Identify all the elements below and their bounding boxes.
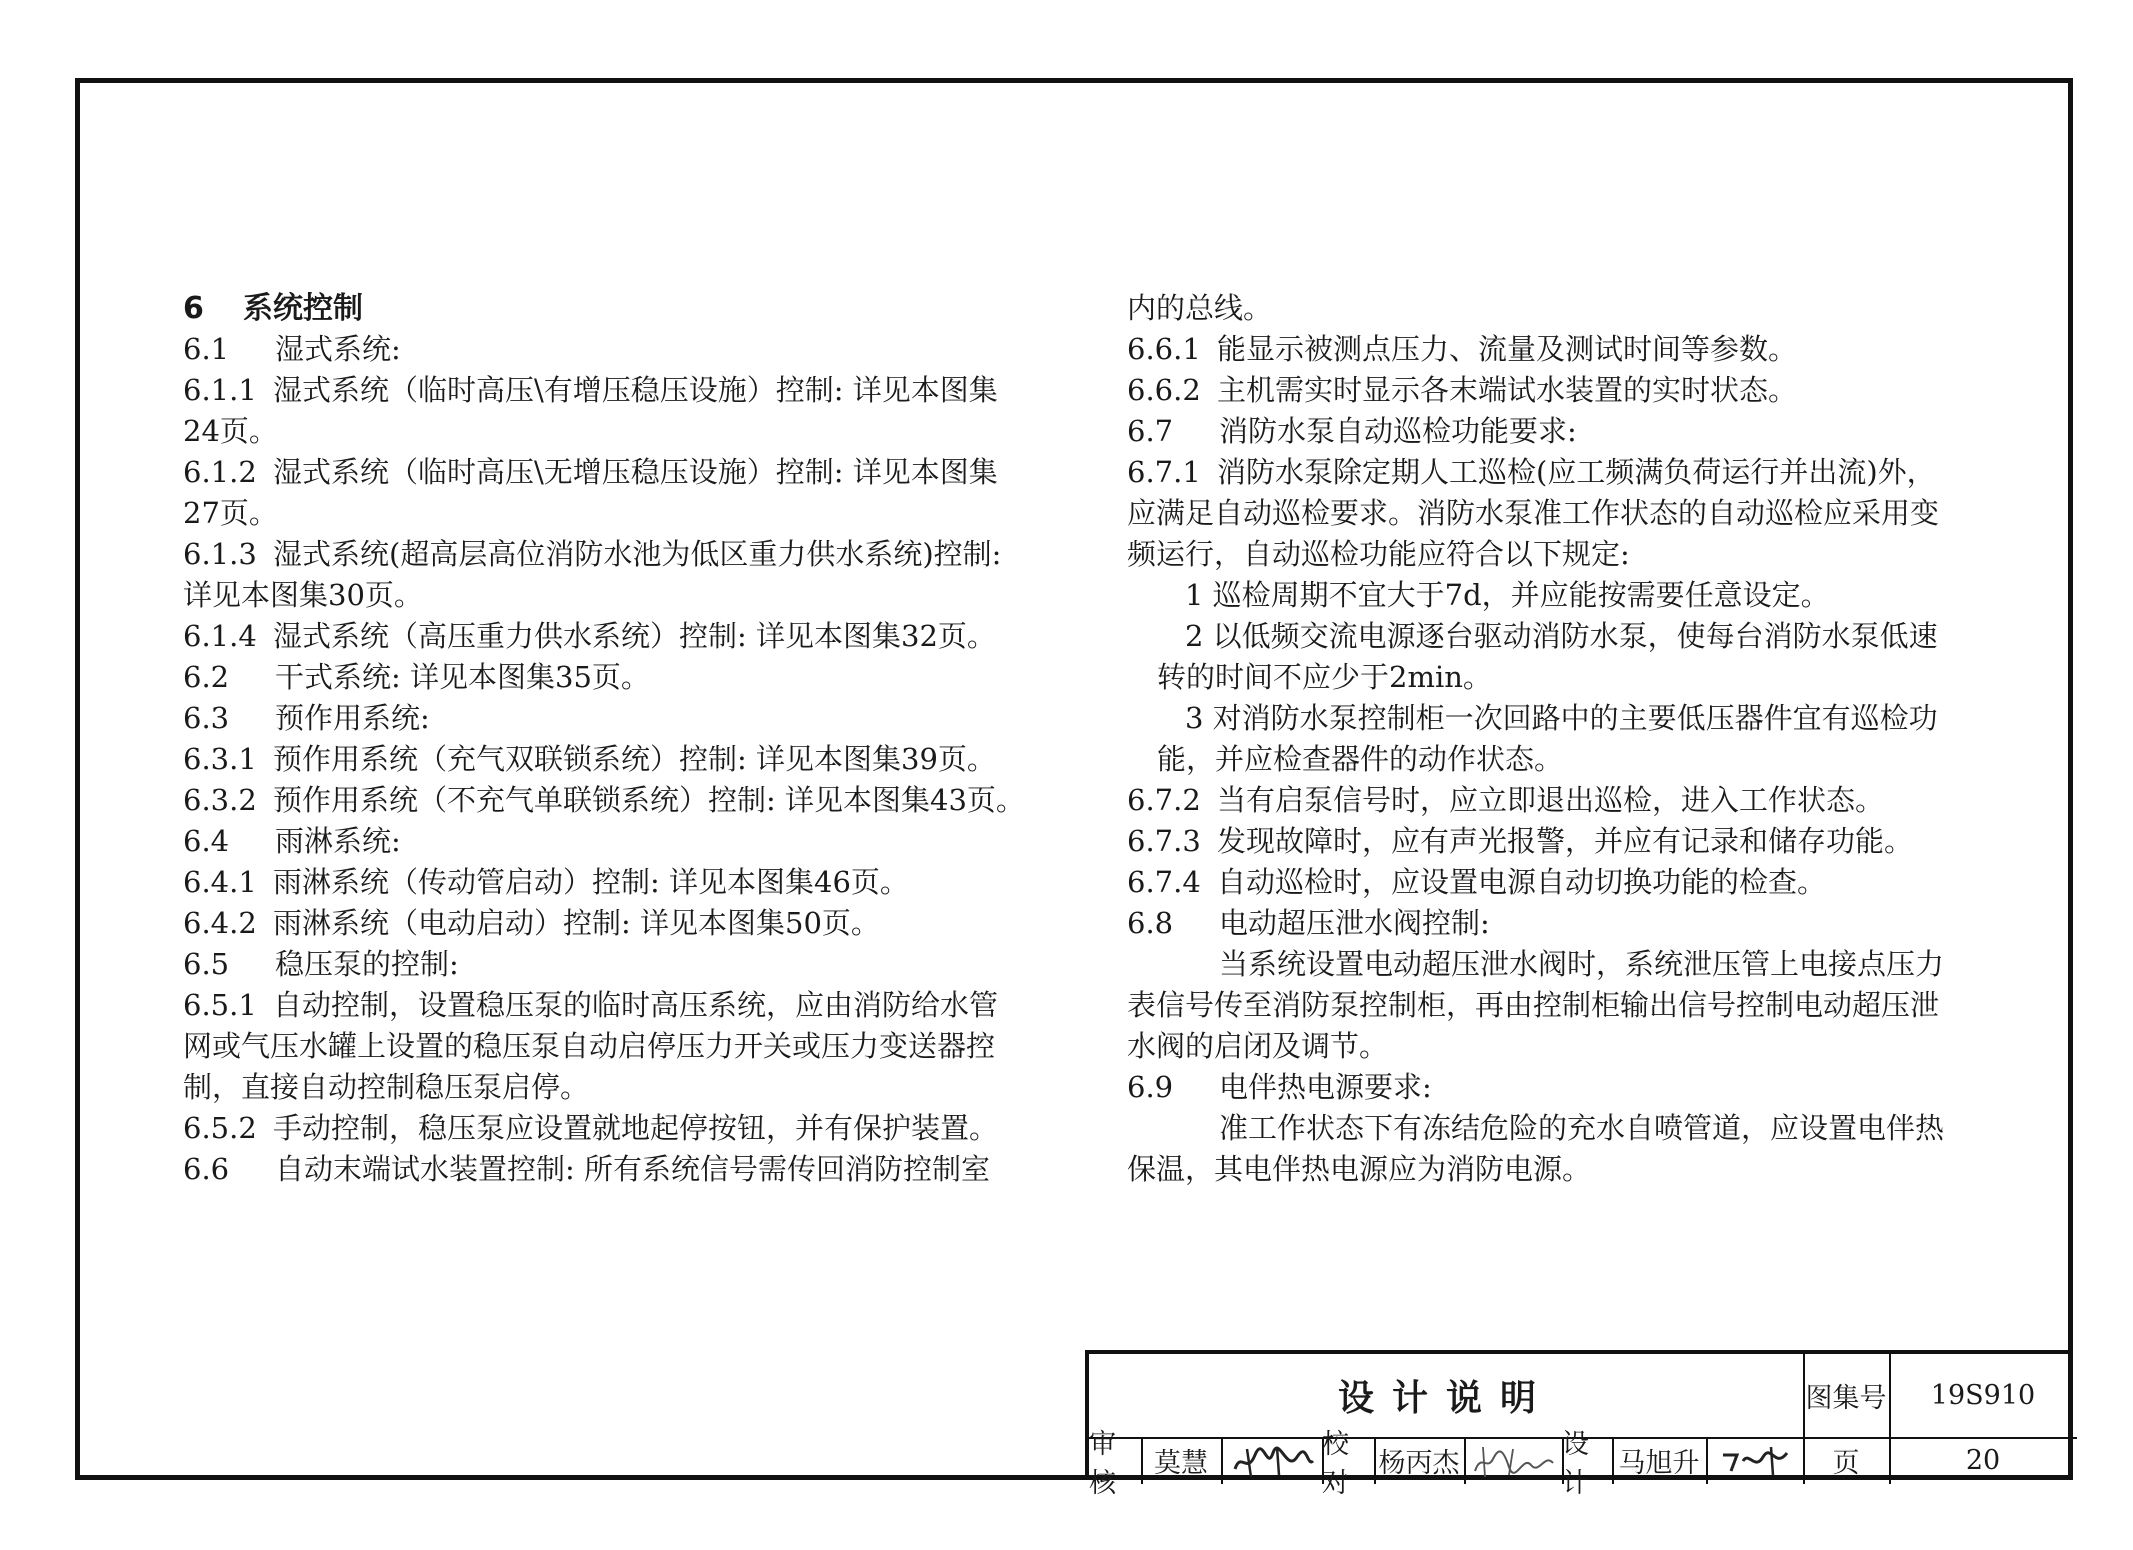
clause-text: 自动末端试水装置控制: 所有系统信号需传回消防控制室 bbox=[275, 1152, 990, 1186]
checker-name: 杨丙杰 bbox=[1378, 1448, 1460, 1479]
clause-text: 详见本图集30页。 bbox=[183, 578, 423, 612]
right-lines bbox=[1127, 288, 1977, 1190]
section-heading bbox=[183, 288, 1063, 329]
text-line bbox=[1127, 616, 1977, 657]
clause-number: 6.5.2 bbox=[183, 1111, 257, 1145]
heading-text: 系统控制 bbox=[243, 291, 363, 326]
designer-name: 马旭升 bbox=[1618, 1448, 1700, 1479]
text-line bbox=[1127, 575, 1977, 616]
text-line bbox=[1127, 821, 1977, 862]
designer-signature bbox=[1706, 1437, 1803, 1484]
text-line bbox=[1127, 862, 1977, 903]
clause-text: 预作用系统（充气双联锁系统）控制: 详见本图集39页。 bbox=[273, 742, 996, 776]
clause-text: 能显示被测点压力、流量及测试时间等参数。 bbox=[1217, 332, 1798, 366]
text-line bbox=[1127, 1108, 1977, 1149]
atlas-number: 19S910 bbox=[1930, 1380, 2036, 1411]
signature-icon bbox=[1227, 1441, 1317, 1481]
text-line bbox=[183, 534, 1063, 575]
text-line bbox=[1127, 534, 1977, 575]
clause-text: 雨淋系统（传动管启动）控制: 详见本图集46页。 bbox=[273, 865, 909, 899]
text-line bbox=[183, 739, 1063, 780]
clause-text: 2 以低频交流电源逐台驱动消防水泵，使每台消防水泵低速 bbox=[1185, 619, 1938, 653]
heading-number: 6 bbox=[183, 291, 204, 326]
clause-text: 自动控制，设置稳压泵的临时高压系统，应由消防给水管 bbox=[273, 988, 999, 1022]
text-line bbox=[1127, 370, 1977, 411]
text-line bbox=[183, 493, 1063, 534]
clause-text: 消防水泵除定期人工巡检(应工频满负荷运行并出流)外， bbox=[1217, 455, 1936, 489]
drawing-title: 设计说明 bbox=[1337, 1378, 1554, 1419]
text-line bbox=[1127, 698, 1977, 739]
text-line bbox=[183, 452, 1063, 493]
text-line bbox=[1127, 411, 1977, 452]
clause-number: 6.6.1 bbox=[1127, 332, 1201, 366]
clause-text: 湿式系统（临时高压\有增压稳压设施）控制: 详见本图集 bbox=[273, 373, 998, 407]
clause-text: 转的时间不应少于2min。 bbox=[1157, 660, 1492, 694]
clause-number: 6.3.1 bbox=[183, 742, 257, 776]
text-line bbox=[1127, 739, 1977, 780]
text-line bbox=[1127, 1149, 1977, 1190]
clause-number: 6.3 bbox=[183, 701, 230, 735]
clause-text: 频运行，自动巡检功能应符合以下规定: bbox=[1127, 537, 1630, 571]
clause-text: 当系统设置电动超压泄水阀时，系统泄压管上电接点压力 bbox=[1219, 947, 1945, 981]
clause-number: 6.7.4 bbox=[1127, 865, 1201, 899]
clause-number: 6.1.1 bbox=[183, 373, 257, 407]
clause-text: 制，直接自动控制稳压泵启停。 bbox=[183, 1070, 590, 1104]
text-line bbox=[183, 862, 1063, 903]
text-line bbox=[1127, 1026, 1977, 1067]
text-line bbox=[183, 821, 1063, 862]
reviewer-name: 莫慧 bbox=[1154, 1448, 1208, 1479]
text-line bbox=[183, 1067, 1063, 1108]
clause-text: 电伴热电源要求: bbox=[1219, 1070, 1432, 1104]
page-label: 页 bbox=[1832, 1448, 1860, 1479]
clause-number: 6.1.3 bbox=[183, 537, 257, 571]
clause-text: 27页。 bbox=[183, 496, 278, 530]
clause-text: 雨淋系统: bbox=[275, 824, 401, 858]
text-line bbox=[183, 780, 1063, 821]
clause-text: 3 对消防水泵控制柜一次回路中的主要低压器件宜有巡检功 bbox=[1185, 701, 1938, 735]
clause-text: 水阀的启闭及调节。 bbox=[1127, 1029, 1389, 1063]
clause-number: 6.5.1 bbox=[183, 988, 257, 1022]
clause-text: 24页。 bbox=[183, 414, 278, 448]
page-number: 20 bbox=[1965, 1445, 2001, 1476]
text-line bbox=[183, 698, 1063, 739]
design-label: 设计 bbox=[1562, 1428, 1589, 1499]
reviewer-signature bbox=[1221, 1437, 1322, 1484]
clause-number: 6.7.2 bbox=[1127, 783, 1201, 817]
text-line bbox=[1127, 329, 1977, 370]
text-line bbox=[183, 1149, 1063, 1190]
clause-text: 能，并应检查器件的动作状态。 bbox=[1157, 742, 1564, 776]
right-column bbox=[1127, 288, 1977, 1190]
clause-text: 雨淋系统（电动启动）控制: 详见本图集50页。 bbox=[273, 906, 880, 940]
text-line bbox=[1127, 1067, 1977, 1108]
title-block bbox=[1085, 1350, 2073, 1499]
text-line bbox=[1127, 493, 1977, 534]
clause-text: 消防水泵自动巡检功能要求: bbox=[1219, 414, 1577, 448]
signature-icon bbox=[1715, 1441, 1795, 1481]
text-line bbox=[183, 370, 1063, 411]
clause-text: 湿式系统(超高层高位消防水池为低区重力供水系统)控制: bbox=[273, 537, 1002, 571]
atlas-label: 图集号 bbox=[1805, 1383, 1887, 1414]
check-label: 校对 bbox=[1322, 1428, 1349, 1499]
text-line bbox=[183, 657, 1063, 698]
clause-number: 6.3.2 bbox=[183, 783, 257, 817]
text-line bbox=[1127, 780, 1977, 821]
text-line bbox=[183, 329, 1063, 370]
review-label: 审核 bbox=[1089, 1428, 1116, 1499]
left-column bbox=[183, 288, 1063, 1190]
clause-number: 6.7.3 bbox=[1127, 824, 1201, 858]
clause-number: 6.5 bbox=[183, 947, 230, 981]
clause-text: 网或气压水罐上设置的稳压泵自动启停压力开关或压力变送器控 bbox=[183, 1029, 996, 1063]
text-line bbox=[183, 575, 1063, 616]
clause-number: 6.1.4 bbox=[183, 619, 257, 653]
clause-text: 电动超压泄水阀控制: bbox=[1219, 906, 1490, 940]
clause-number: 6.6 bbox=[183, 1152, 230, 1186]
clause-number: 6.2 bbox=[183, 660, 230, 694]
text-line bbox=[183, 616, 1063, 657]
clause-text: 应满足自动巡检要求。消防水泵准工作状态的自动巡检应采用变 bbox=[1127, 496, 1940, 530]
text-line bbox=[1127, 944, 1977, 985]
clause-text: 湿式系统: bbox=[275, 332, 401, 366]
clause-text: 湿式系统（临时高压\无增压稳压设施）控制: 详见本图集 bbox=[273, 455, 998, 489]
clause-number: 6.6.2 bbox=[1127, 373, 1201, 407]
clause-text: 自动巡检时，应设置电源自动切换功能的检查。 bbox=[1217, 865, 1827, 899]
left-lines bbox=[183, 329, 1063, 1190]
clause-number: 6.4 bbox=[183, 824, 230, 858]
text-line bbox=[183, 1108, 1063, 1149]
clause-text: 1 巡检周期不宜大于7d，并应能按需要任意设定。 bbox=[1185, 578, 1830, 612]
clause-number: 6.7.1 bbox=[1127, 455, 1201, 489]
clause-number: 6.1 bbox=[183, 332, 230, 366]
clause-text: 准工作状态下有冻结危险的充水自喷管道，应设置电伴热 bbox=[1219, 1111, 1945, 1145]
text-line bbox=[183, 985, 1063, 1026]
clause-number: 6.4.2 bbox=[183, 906, 257, 940]
clause-text: 当有启泵信号时，应立即退出巡检，进入工作状态。 bbox=[1217, 783, 1885, 817]
clause-text: 手动控制，稳压泵应设置就地起停按钮，并有保护装置。 bbox=[273, 1111, 999, 1145]
clause-number: 6.7 bbox=[1127, 414, 1174, 448]
clause-text: 干式系统: 详见本图集35页。 bbox=[275, 660, 650, 694]
clause-text: 湿式系统（高压重力供水系统）控制: 详见本图集32页。 bbox=[273, 619, 996, 653]
text-line bbox=[183, 903, 1063, 944]
clause-number: 6.4.1 bbox=[183, 865, 257, 899]
text-line bbox=[1127, 903, 1977, 944]
clause-text: 稳压泵的控制: bbox=[275, 947, 459, 981]
text-line bbox=[1127, 657, 1977, 698]
clause-number: 6.9 bbox=[1127, 1070, 1174, 1104]
text-line bbox=[1127, 288, 1977, 329]
clause-text: 表信号传至消防泵控制柜，再由控制柜输出信号控制电动超压泄 bbox=[1127, 988, 1940, 1022]
text-line bbox=[183, 1026, 1063, 1067]
text-line bbox=[183, 944, 1063, 985]
clause-text: 内的总线。 bbox=[1127, 291, 1273, 325]
clause-number: 6.8 bbox=[1127, 906, 1174, 940]
text-line bbox=[183, 411, 1063, 452]
clause-text: 发现故障时，应有声光报警，并应有记录和储存功能。 bbox=[1217, 824, 1914, 858]
text-line bbox=[1127, 985, 1977, 1026]
clause-text: 预作用系统（不充气单联锁系统）控制: 详见本图集43页。 bbox=[273, 783, 1025, 817]
checker-signature bbox=[1464, 1437, 1562, 1484]
signature-icon bbox=[1469, 1441, 1557, 1481]
clause-number: 6.1.2 bbox=[183, 455, 257, 489]
clause-text: 保温，其电伴热电源应为消防电源。 bbox=[1127, 1152, 1592, 1186]
clause-text: 预作用系统: bbox=[275, 701, 430, 735]
clause-text: 主机需实时显示各末端试水装置的实时状态。 bbox=[1217, 373, 1798, 407]
text-line bbox=[1127, 452, 1977, 493]
